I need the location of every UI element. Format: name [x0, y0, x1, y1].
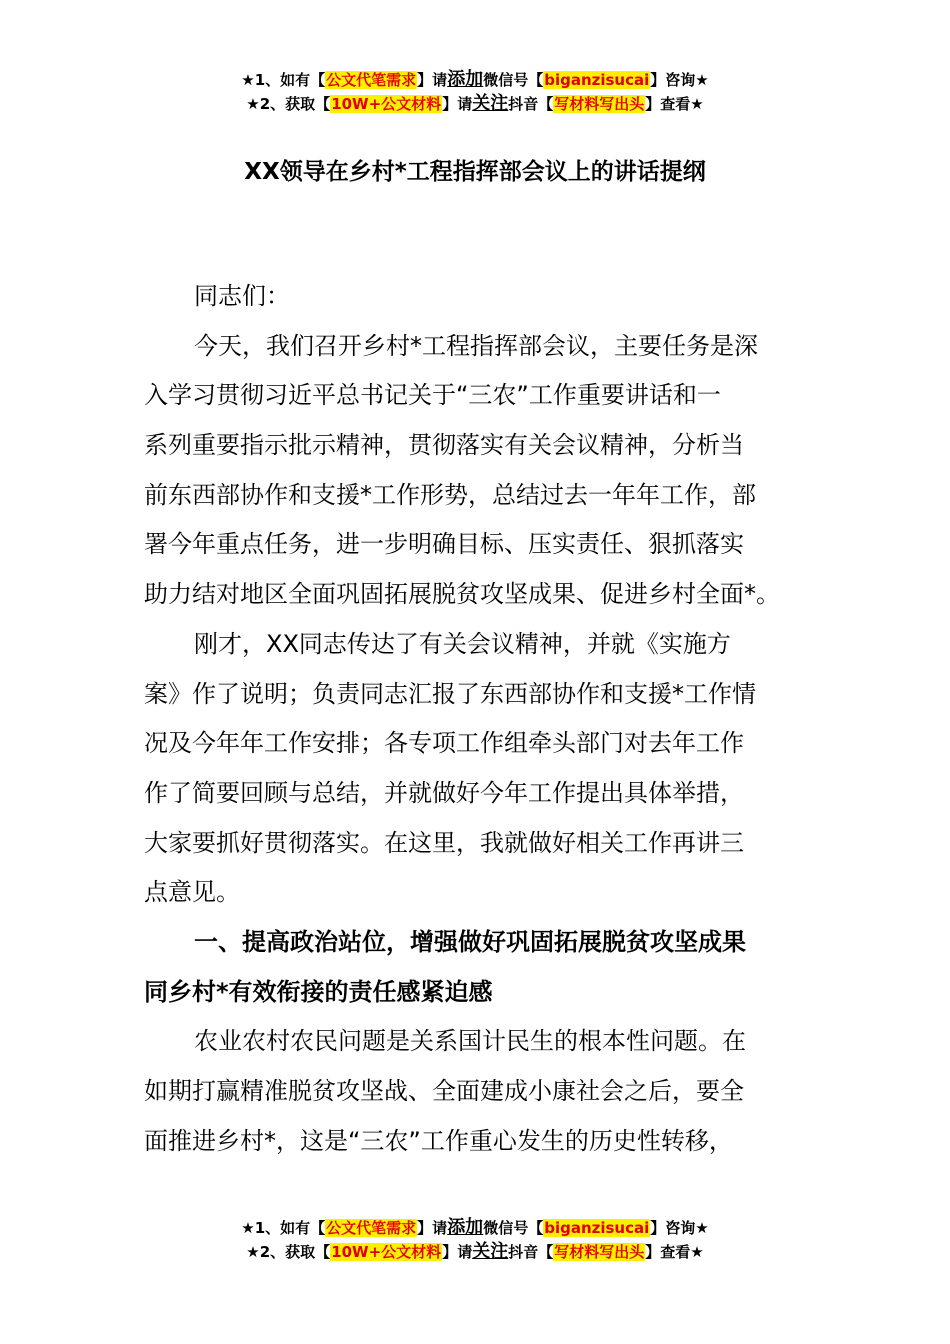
paragraph-line: 农业农村农民问题是关系国计民生的根本性问题。在 — [194, 1027, 746, 1056]
banner-text: 】查看★ — [645, 95, 704, 113]
banner-text: 】请 — [442, 95, 473, 113]
banner-line-1 — [0, 1216, 950, 1240]
banner-line-2 — [0, 1240, 950, 1264]
banner-highlight: 10W+公文材料 — [331, 95, 442, 113]
banner-highlight: 公文代笔需求 — [326, 1219, 417, 1237]
banner-text: 微信号【 — [483, 71, 544, 89]
banner-emphasis: 添加 — [447, 69, 484, 90]
banner-highlight: 写材料写出头 — [554, 1243, 645, 1261]
banner-emphasis: 关注 — [472, 1241, 509, 1262]
banner-line-2 — [0, 92, 950, 116]
banner-text: ★2、获取【 — [246, 95, 331, 113]
banner-text: 抖音【 — [508, 95, 554, 113]
paragraph-line: 作了简要回顾与总结，并就做好今年工作提出具体举措， — [144, 778, 744, 807]
banner-text: 】请 — [417, 1219, 448, 1237]
banner-text: 】请 — [442, 1243, 473, 1261]
document-body — [144, 272, 814, 1166]
paragraph-line: 大家要抓好贯彻落实。在这里，我就做好相关工作再讲三 — [144, 828, 744, 857]
section-heading: 一、提高政治站位，增强做好巩固拓展脱贫攻坚成果 — [194, 927, 746, 956]
banner-text: 】请 — [417, 71, 448, 89]
banner-highlight: 10W+公文材料 — [331, 1243, 442, 1261]
banner-highlight: 公文代笔需求 — [326, 71, 417, 89]
banner-highlight: 写材料写出头 — [554, 95, 645, 113]
banner-text: 】咨询★ — [650, 71, 709, 89]
paragraph-line: 点意见。 — [144, 878, 240, 907]
paragraph-line: 助力结对地区全面巩固拓展脱贫攻坚成果、促进乡村全面*。 — [144, 580, 780, 609]
paragraph-line: 今天，我们召开乡村*工程指挥部会议，主要任务是深 — [194, 331, 758, 360]
paragraph-line: 入学习贯彻习近平总书记关于“三农”工作重要讲话和一 — [144, 381, 721, 410]
footer-banner — [0, 1216, 950, 1264]
header-banner — [0, 68, 950, 116]
banner-text: 抖音【 — [508, 1243, 554, 1261]
banner-text: 】咨询★ — [650, 1219, 709, 1237]
paragraph-line: 面推进乡村*，这是“三农”工作重心发生的历史性转移， — [144, 1126, 733, 1155]
paragraph-line: 案》作了说明；负责同志汇报了东西部协作和支援*工作情 — [144, 679, 756, 708]
banner-highlight: biganzisucai — [544, 71, 650, 89]
banner-text: ★2、获取【 — [246, 1243, 331, 1261]
banner-text: ★1、如有【 — [241, 1219, 326, 1237]
paragraph-line: 署今年重点任务，进一步明确目标、压实责任、狠抓落实 — [144, 530, 744, 559]
paragraph-line: 前东西部协作和支援*工作形势，总结过去一年年工作，部 — [144, 480, 756, 509]
document-title: XX领导在乡村*工程指挥部会议上的讲话提纲 — [244, 159, 706, 185]
paragraph-line: 况及今年年工作安排；各专项工作组牵头部门对去年工作 — [144, 729, 744, 758]
banner-text: 】查看★ — [645, 1243, 704, 1261]
paragraph-line: 系列重要指示批示精神，贯彻落实有关会议精神，分析当 — [144, 431, 744, 460]
salutation: 同志们： — [194, 282, 290, 310]
paragraph-line: 刚才，XX同志传达了有关会议精神，并就《实施方 — [194, 629, 731, 658]
banner-emphasis: 关注 — [472, 93, 509, 114]
banner-emphasis: 添加 — [447, 1217, 484, 1238]
section-heading: 同乡村*有效衔接的责任感紧迫感 — [144, 977, 493, 1006]
banner-text: ★1、如有【 — [241, 71, 326, 89]
banner-text: 微信号【 — [483, 1219, 544, 1237]
banner-line-1 — [0, 68, 950, 92]
banner-highlight: biganzisucai — [544, 1219, 650, 1237]
paragraph-line: 如期打赢精准脱贫攻坚战、全面建成小康社会之后，要全 — [144, 1077, 744, 1105]
